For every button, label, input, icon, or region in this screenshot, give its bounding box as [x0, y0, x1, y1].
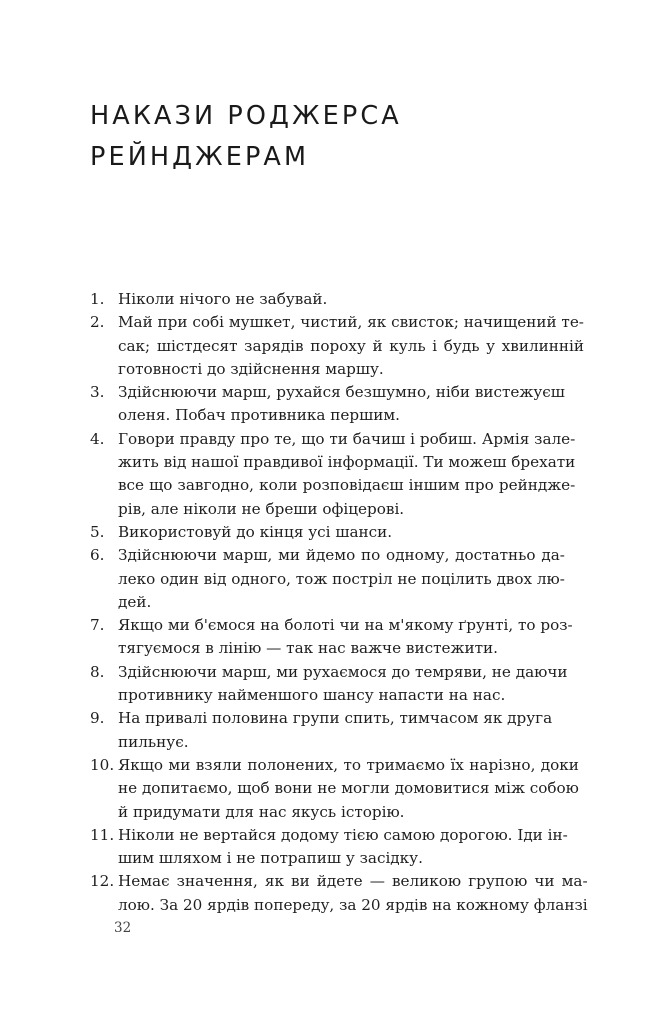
rule-number: 8. [90, 662, 105, 681]
rule-text [118, 824, 568, 871]
rule-item [90, 288, 548, 311]
rule-line: тягуємося в лінію — так нас важче вистежити. [118, 639, 498, 658]
chapter-title [90, 96, 610, 178]
rule-text [118, 661, 568, 708]
rule-item [90, 824, 568, 871]
page-number: 32 [114, 920, 132, 936]
rule-text [118, 381, 565, 428]
rule-item [90, 754, 579, 824]
rule-line: противнику найменшого шансу напасти на нас. [118, 686, 506, 705]
rule-number: 3. [90, 383, 105, 402]
rule-line: жить від нашої правдивої інформації. Ти можеш брехати [118, 453, 576, 472]
rule-line: не допитаємо, щоб вони не могли домовитися між собою [118, 779, 579, 798]
rule-text [118, 707, 552, 754]
rule-text [118, 311, 584, 381]
rule-number: 6. [90, 546, 105, 565]
rule-line: Ніколи нічого не забувай. [118, 290, 328, 308]
rule-item [90, 544, 565, 614]
rule-number: 9. [90, 709, 105, 728]
rule-number: 2. [90, 313, 105, 332]
rule-item [90, 381, 565, 428]
rule-line: дей. [118, 592, 152, 611]
rules-list [90, 288, 588, 917]
rule-item [90, 707, 553, 754]
rule-number: 12. [90, 872, 115, 891]
rule-line: Ніколи не вертайся додому тією самою дорогою. Іди ін- [118, 825, 568, 844]
rule-line: пильнує. [118, 732, 189, 751]
rule-number: 4. [90, 429, 105, 448]
rule-number: 1. [90, 290, 105, 308]
rule-line: Здійснюючи марш, ми рухаємося до темряви, не даючи [118, 662, 568, 681]
rule-line: рів, але ніколи не бреши офіцерові. [118, 499, 405, 518]
rule-line: Використовуй до кінця усі шанси. [118, 522, 393, 541]
title-line: НАКАЗИ РОДЖЕРСА [90, 101, 402, 131]
rule-item [90, 661, 568, 708]
rule-text [118, 870, 588, 917]
rule-text [118, 288, 548, 311]
rule-number: 7. [90, 616, 105, 635]
rule-line: лою. За 20 ярдів попереду, за 20 ярдів на кожному фланзі [118, 895, 588, 914]
rule-line: Здійснюючи марш, ми йдемо по одному, достатньо да- [118, 546, 565, 565]
rule-item [90, 614, 573, 661]
rule-text [118, 544, 565, 614]
rule-text [118, 428, 575, 521]
rule-item [90, 521, 548, 544]
rule-line: Май при собі мушкет, чистий, як свисток; начищений те- [118, 313, 584, 332]
rule-line: Немає значення, як ви йдете — великою групою чи ма- [118, 872, 588, 891]
rule-line: шим шляхом і не потрапиш у засідку. [118, 849, 423, 868]
rule-line: Говори правду про те, що ти бачиш і робиш. Армія зале- [118, 429, 576, 448]
rule-line: леко один від одного, тож постріл не поцілить двох лю- [118, 569, 565, 588]
rule-item [90, 428, 576, 521]
rule-text [118, 614, 573, 661]
rule-line: Якщо ми взяли полонених, то тримаємо їх нарізно, доки [118, 755, 579, 774]
rule-text [118, 754, 579, 824]
rule-item [90, 311, 584, 381]
rule-number: 11. [90, 825, 115, 844]
rule-line: сак; шістдесят зарядів пороху й куль і будь у хвилинній [118, 336, 584, 355]
rule-number: 5. [90, 522, 105, 541]
rule-line: оленя. Побач противника першим. [118, 406, 400, 425]
rule-item [90, 870, 588, 917]
rule-number: 10. [90, 755, 115, 774]
rule-line: Якщо ми б'ємося на болоті чи на м'якому ґрунті, то роз- [118, 616, 573, 635]
title-line: РЕЙНДЖЕРАМ [90, 142, 310, 172]
rule-line: Здійснюючи марш, рухайся безшумно, ніби вистежуєш [118, 383, 565, 402]
rule-text [118, 521, 548, 544]
rule-line: й придумати для нас якусь історію. [118, 802, 405, 821]
rule-line: все що завгодно, коли розповідаєш іншим про рейндже- [118, 476, 576, 495]
rule-line: готовності до здійснення маршу. [118, 359, 384, 378]
rule-line: На привалі половина групи спить, тимчасом як друга [118, 709, 553, 728]
